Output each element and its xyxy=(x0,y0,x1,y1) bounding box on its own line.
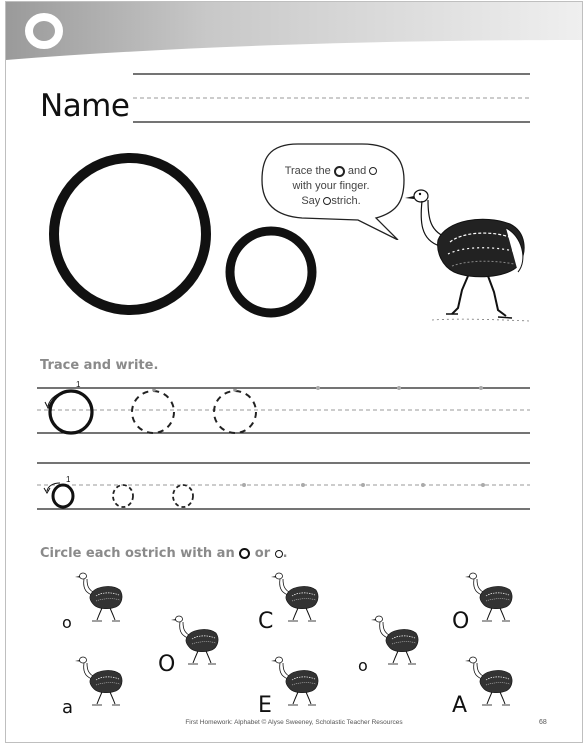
ostrich-letter: A xyxy=(452,693,468,718)
ostrich-illustration xyxy=(402,180,532,325)
trace-row-large xyxy=(37,380,530,433)
ostrich-item[interactable] xyxy=(62,654,142,718)
ostrich-letter: o xyxy=(358,656,368,675)
trace-writing-lines[interactable] xyxy=(0,370,588,520)
ostrich-icon xyxy=(170,613,220,665)
ostrich-item[interactable] xyxy=(452,654,532,718)
footer-credit: First Homework: Alphabet © Alyse Sweeney, Scholastic Teacher Resources xyxy=(185,719,403,726)
lowercase-o-icon xyxy=(369,167,377,175)
ostrich-icon xyxy=(270,654,320,706)
ostrich-grid xyxy=(0,560,588,720)
ostrich-icon xyxy=(464,654,514,706)
ostrich-letter: a xyxy=(62,697,74,718)
ostrich-letter: O xyxy=(452,609,470,634)
ostrich-icon xyxy=(74,570,124,622)
uppercase-o-icon xyxy=(239,548,250,559)
lowercase-o-icon xyxy=(275,550,283,558)
ostrich-item[interactable] xyxy=(452,570,532,634)
uppercase-o-icon xyxy=(334,166,345,177)
header-band xyxy=(6,2,582,60)
ostrich-letter: o xyxy=(62,613,72,632)
ostrich-letter: C xyxy=(258,609,274,634)
ostrich-icon xyxy=(370,613,420,665)
big-lowercase-o xyxy=(230,231,312,313)
ostrich-icon xyxy=(74,654,124,706)
letter-o-badge xyxy=(22,9,66,53)
ostrich-item[interactable] xyxy=(258,654,338,718)
ostrich-item[interactable] xyxy=(158,613,238,677)
big-uppercase-o xyxy=(54,158,206,310)
trace-and-write-heading: Trace and write. xyxy=(40,358,159,373)
ostrich-letter: O xyxy=(158,652,176,677)
ostrich-item[interactable] xyxy=(258,570,338,634)
ostrich-icon xyxy=(464,570,514,622)
ostrich-letter: E xyxy=(258,693,272,718)
page-number: 68 xyxy=(539,719,547,726)
ostrich-item[interactable] xyxy=(358,613,438,673)
svg-text:1: 1 xyxy=(66,475,71,484)
ostrich-item[interactable] xyxy=(62,570,142,630)
name-label: Name xyxy=(40,88,130,124)
trace-row-small xyxy=(37,463,530,509)
ostrich-icon xyxy=(270,570,320,622)
circle-ostrich-heading: Circle each ostrich with an or . xyxy=(40,546,288,561)
svg-text:1: 1 xyxy=(76,380,81,389)
speech-bubble-text: Trace the and with your finger. Say strich. xyxy=(268,164,394,209)
